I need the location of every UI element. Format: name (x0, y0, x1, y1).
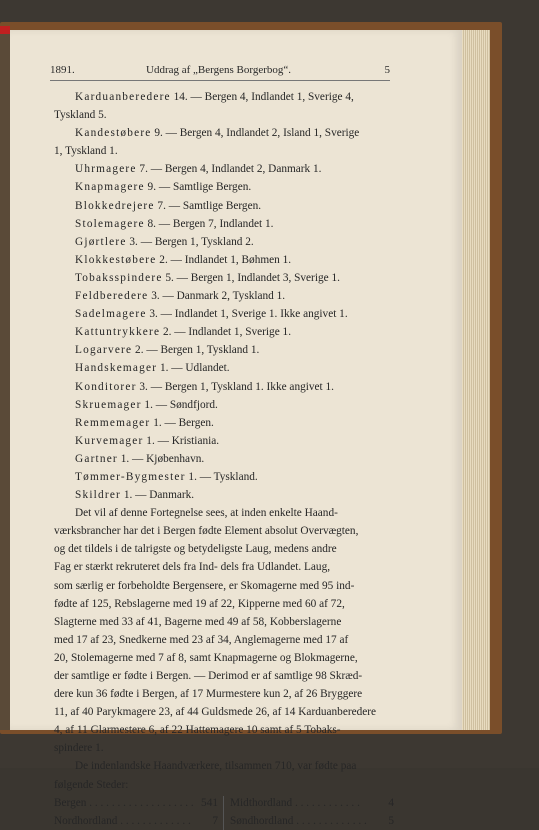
line-text: 1. — Søndfjord. (141, 398, 218, 411)
text-line (54, 378, 394, 396)
line-text: følgende Steder: (54, 778, 129, 791)
text-line (54, 631, 394, 649)
trade-name: Tobaksspindere (75, 271, 163, 284)
line-text: 1. — Danmark. (121, 489, 195, 502)
text-line (54, 106, 394, 124)
text-line (54, 468, 394, 486)
text-line (54, 595, 394, 613)
text-line (54, 703, 394, 721)
text-line (54, 540, 394, 558)
line-text: 3. — Danmark 2, Tyskland 1. (148, 290, 286, 303)
text-line (54, 197, 394, 215)
text-line (54, 88, 394, 106)
text-line (54, 504, 394, 522)
line-text: 1, Tyskland 1. (54, 145, 118, 158)
header-year: 1891. (50, 64, 75, 76)
line-text: Tyskland 5. (54, 109, 107, 122)
page-edges (458, 30, 490, 730)
trade-name: Logarvere (75, 344, 133, 357)
text-line (54, 685, 394, 703)
line-text: 20, Stolemagerne med 7 af 8, samt Knapmagerne og Blokmagerne, (54, 651, 358, 664)
line-text: 1. — Kjøbenhavn. (117, 452, 205, 465)
place-name: Nordhordland . . . . . . . . . . . . . (54, 814, 191, 827)
place-count: 4 (388, 796, 394, 809)
text-line (54, 776, 394, 794)
red-marker (0, 26, 10, 34)
trade-name: Remmemager (75, 416, 151, 429)
page-body (54, 88, 394, 830)
trade-name: Skruemager (75, 398, 142, 411)
header-rule (50, 80, 390, 81)
line-text: 2. — Indlandet 1, Sverige 1. (160, 326, 292, 339)
line-text: Slagterne med 33 af 41, Bagerne med 49 af 58, Kobberslagerne (54, 615, 342, 628)
page-number: 5 (384, 64, 390, 76)
line-text: 7. — Bergen 4, Indlandet 2, Danmark 1. (136, 163, 322, 176)
text-line (54, 486, 394, 504)
text-line (54, 414, 394, 432)
line-text: 1. — Bergen. (150, 416, 214, 429)
trade-name: Gartner (75, 452, 118, 465)
line-text: med 17 af 23, Snedkerne med 23 af 34, Anglemagerne med 17 af (54, 633, 349, 646)
text-line (54, 178, 394, 196)
trade-name: Knapmagere (75, 181, 145, 194)
text-line (54, 251, 394, 269)
text-line (54, 613, 394, 631)
line-text: 1. — Udlandet. (157, 362, 230, 375)
text-line (54, 269, 394, 287)
text-line (54, 721, 394, 739)
text-line (54, 305, 394, 323)
trade-name: Handskemager (75, 362, 158, 375)
trade-name: Tømmer-Bygmester (75, 470, 186, 483)
line-text: 4, af 11 Glarmestere 6, af 22 Hattemagere 10 samt af 5 Tobaks- (54, 724, 341, 737)
line-text: Fag er stærkt rekruteret dels fra Ind- dels fra Udlandet. Laug, (54, 561, 331, 574)
line-text: Det vil af denne Fortegnelse sees, at inden enkelte Haand- (75, 507, 338, 520)
place-count: 5 (388, 814, 394, 827)
trade-name: Blokkedrejere (75, 199, 155, 212)
place-count: 7 (212, 814, 218, 827)
text-line (54, 558, 394, 576)
text-line (54, 667, 394, 685)
text-line (54, 287, 394, 305)
text-line (54, 160, 394, 178)
book-gutter (0, 30, 10, 730)
line-text: fødte af 125, Rebslagerne med 19 af 22, Kipperne med 60 af 72, (54, 597, 345, 610)
line-text: værksbrancher har det i Bergen fødte Element absolut Overvægten, (54, 525, 359, 538)
line-text: 7. — Samtlige Bergen. (154, 199, 262, 212)
table-divider (223, 796, 224, 830)
line-text: som særlig er forbeholdte Bergensere, er Skomagerne med 95 ind- (54, 579, 355, 592)
trade-name: Kandestøbere (75, 127, 152, 140)
header-title: Uddrag af „Bergens Borgerbog“. (146, 64, 291, 76)
line-text: 8. — Bergen 7, Indlandet 1. (144, 217, 274, 230)
trade-name: Klokkestøbere (75, 253, 157, 266)
text-line (54, 233, 394, 251)
line-text: 9. — Samtlige Bergen. (144, 181, 252, 194)
text-line (54, 323, 394, 341)
text-line (54, 124, 394, 142)
text-line (54, 359, 394, 377)
running-header (50, 64, 390, 80)
line-text: 3. — Bergen 1, Tyskland 1. Ikke angivet 1. (136, 380, 334, 393)
place-name: Bergen . . . . . . . . . . . . . . . . . . . (54, 796, 194, 809)
place-name: Søndhordland . . . . . . . . . . . . . (230, 814, 367, 827)
table-row (54, 812, 394, 830)
text-line (54, 142, 394, 160)
line-text: De indenlandske Haandværkere, tilsammen 710, var fødte paa (75, 760, 357, 773)
place-count: 541 (201, 796, 218, 809)
line-text: 5. — Bergen 1, Indlandet 3, Sverige 1. (162, 271, 340, 284)
trade-name: Kattuntrykkere (75, 326, 161, 339)
line-text: 11, af 40 Parykmagere 23, af 44 Guldsmede 26, af 14 Karduanberedere (54, 706, 377, 719)
birthplace-table (54, 794, 394, 830)
line-text: 9. — Bergen 4, Indlandet 2, Island 1, Sverige (151, 127, 360, 140)
line-text: 2. — Bergen 1, Tyskland 1. (132, 344, 260, 357)
trade-name: Stolemagere (75, 217, 145, 230)
line-text: der samtlige er fødte i Bergen. — Derimod er af samtlige 98 Skræd- (54, 670, 363, 682)
line-text: 1. — Kristiania. (143, 434, 220, 447)
text-line (54, 577, 394, 595)
text-line (54, 649, 394, 667)
trade-name: Gjørtlere (75, 235, 127, 248)
line-text: 1. — Tyskland. (185, 470, 258, 483)
line-text: 2. — Indlandet 1, Bøhmen 1. (156, 253, 292, 266)
trade-name: Karduanberedere (75, 91, 171, 103)
text-line (54, 450, 394, 468)
text-line (54, 341, 394, 359)
trade-name: Konditorer (75, 380, 137, 393)
trade-name: Skildrer (75, 489, 121, 502)
text-line (54, 432, 394, 450)
text-line (54, 215, 394, 233)
place-name: Midthordland . . . . . . . . . . . . (230, 796, 360, 809)
line-text: spindere 1. (54, 742, 104, 755)
text-line (54, 757, 394, 775)
trade-name: Kurvemager (75, 434, 144, 447)
text-line (54, 396, 394, 414)
trade-name: Sadelmagere (75, 308, 147, 321)
line-text: 14. — Bergen 4, Indlandet 1, Sverige 4, (170, 91, 354, 103)
table-row (54, 794, 394, 812)
text-line (54, 522, 394, 540)
line-text: dere kun 36 fødte i Bergen, af 17 Murmestere kun 2, af 26 Bryggere (54, 688, 363, 701)
line-text: 3. — Indlandet 1, Sverige 1. Ikke angivet 1. (146, 308, 348, 321)
text-line (54, 739, 394, 757)
trade-name: Feldberedere (75, 290, 149, 303)
trade-name: Uhrmagere (75, 163, 137, 176)
line-text: og det tildels i de talrigste og betydeligste Laug, medens andre (54, 543, 337, 556)
line-text: 3. — Bergen 1, Tyskland 2. (126, 235, 254, 248)
